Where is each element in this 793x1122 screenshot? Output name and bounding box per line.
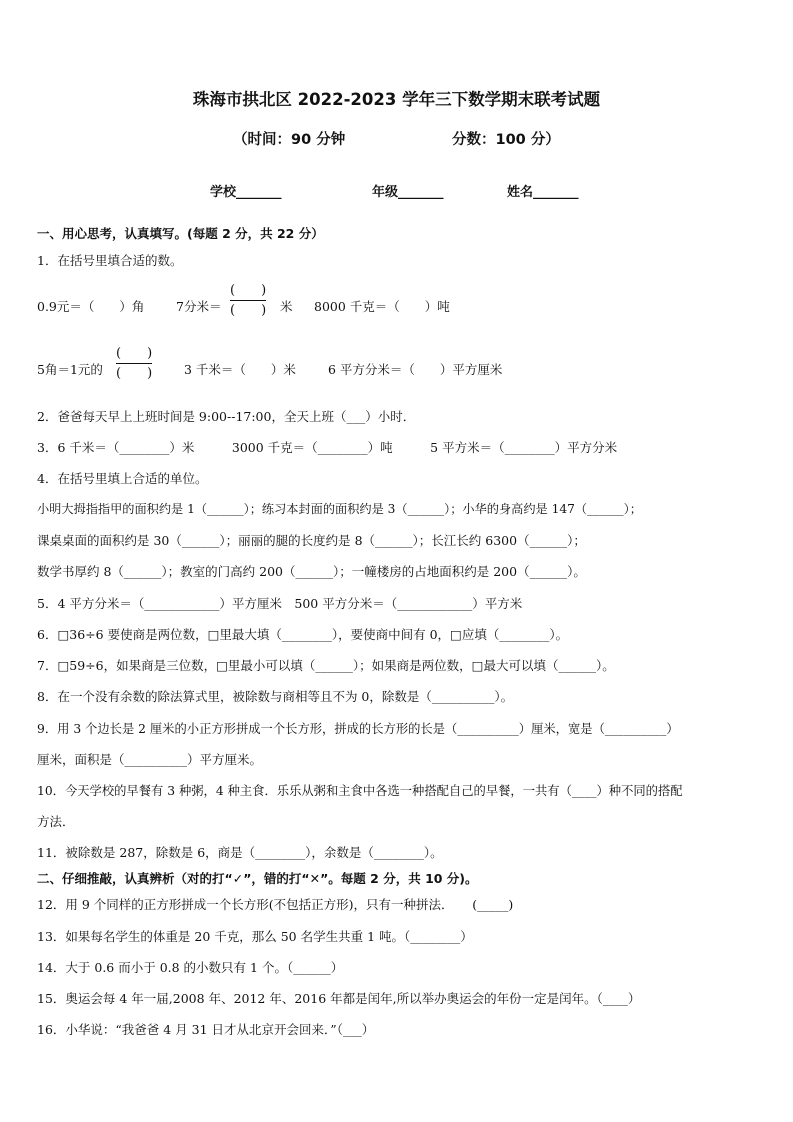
- q5: 5．4 平方分米＝（____________）平方厘米 500 平方分米＝（____________）平方米: [37, 596, 523, 611]
- q6: 6．□36÷6 要使商是两位数，□里最大填（________），要使商中间有 0，□应填（________）。: [37, 627, 569, 642]
- fraction-bar: [230, 300, 266, 301]
- q4-line-1: 小明大拇指指甲的面积约是 1（______）；练习本封面的面积约是 3（______）；小华的身高约是 147（______）；: [37, 502, 642, 516]
- q1-a: 0.9元＝（ ）角: [37, 299, 145, 314]
- q1-d-prefix: 5角＝1元的: [37, 362, 103, 377]
- q14: 14．大于 0.6 而小于 0.8 的小数只有 1 个。（______）: [37, 960, 344, 975]
- q1-b-suffix: 米: [280, 299, 293, 314]
- fraction-numerator: ( ): [230, 283, 267, 298]
- section-1-heading: 一、用心思考，认真填写。(每题 2 分，共 22 分）: [37, 226, 324, 241]
- exam-score: 分数：100 分）: [452, 132, 560, 148]
- q9-line-2: 厘米，面积是（__________）平方厘米。: [37, 752, 263, 767]
- section-2-heading: 二、仔细推敲，认真辨析（对的打“✓”，错的打“✕”。每题 2 分，共 10 分)。: [37, 871, 478, 886]
- q10-line-1: 10．今天学校的早餐有 3 种粥，4 种主食．乐乐从粥和主食中各选一种搭配自己的早餐，一共有（____）种不同的搭配: [37, 784, 683, 798]
- q2: 2．爸爸每天早上上班时间是 9:00--17:00，全天上班（___）小时．: [37, 409, 416, 424]
- fraction-denominator: ( ): [230, 303, 267, 318]
- q13: 13．如果每名学生的体重是 20 千克，那么 50 名学生共重 1 吨。（________）: [37, 929, 473, 944]
- name-field: 姓名_______: [507, 185, 579, 200]
- fraction-numerator: ( ): [116, 346, 153, 361]
- q4-line-2: 课桌桌面的面积约是 30（______）；丽丽的腿的长度约是 8（______）；长江长约 6300（______）；: [37, 533, 586, 548]
- q4-stem: 4．在括号里填上合适的单位。: [37, 471, 208, 486]
- fraction-denominator: ( ): [116, 366, 153, 381]
- q7: 7．□59÷6，如果商是三位数，□里最小可以填（______）；如果商是两位数，□最大可以填（______）。: [37, 658, 615, 673]
- q15: 15．奥运会每 4 年一届,2008 年、2012 年、2016 年都是闰年,所以举办奥运会的年份一定是闰年。（____）: [37, 991, 641, 1006]
- q16: 16．小华说：“我爸爸 4 月 31 日才从北京开会回来．”（___）: [37, 1022, 375, 1037]
- q1-b-prefix: 7分米＝: [176, 299, 222, 314]
- q10-line-2: 方法．: [37, 814, 75, 829]
- school-field: 学校_______: [210, 185, 282, 200]
- page-title: 珠海市拱北区 2022-2023 学年三下数学期末联考试题: [192, 90, 601, 109]
- q1-b-fraction: [230, 282, 266, 319]
- q9-line-1: 9．用 3 个边长是 2 厘米的小正方形拼成一个长方形，拼成的长方形的长是（__________）厘米，宽是（__________）: [37, 722, 679, 736]
- q8: 8．在一个没有余数的除法算式里，被除数与商相等且不为 0，除数是（__________）。: [37, 689, 514, 704]
- q1-stem: 1．在括号里填合适的数。: [37, 253, 183, 268]
- q3: 3．6 千米＝（________）米 3000 千克＝（________）吨 5 平方米＝（________）平方分米: [37, 440, 618, 455]
- q12: 12．用 9 个同样的正方形拼成一个长方形(不包括正方形)，只有一种拼法． (_____): [37, 897, 514, 912]
- q11: 11．被除数是 287，除数是 6，商是（________），余数是（________）。: [37, 845, 443, 860]
- q4-line-3: 数学书厚约 8（______）；教室的门高约 200（______）；一幢楼房的占地面积约是 200（______）。: [37, 564, 586, 579]
- q1-e: 3 千米＝（ ）米: [184, 362, 296, 377]
- exam-time: （时间：90 分钟: [233, 132, 346, 148]
- q1-d-fraction: [116, 345, 152, 382]
- grade-field: 年级_______: [372, 185, 444, 200]
- q1-c: 8000 千克＝（ ）吨: [314, 299, 450, 314]
- fraction-bar: [116, 363, 152, 364]
- q1-f: 6 平方分米＝（ ）平方厘米: [328, 362, 503, 377]
